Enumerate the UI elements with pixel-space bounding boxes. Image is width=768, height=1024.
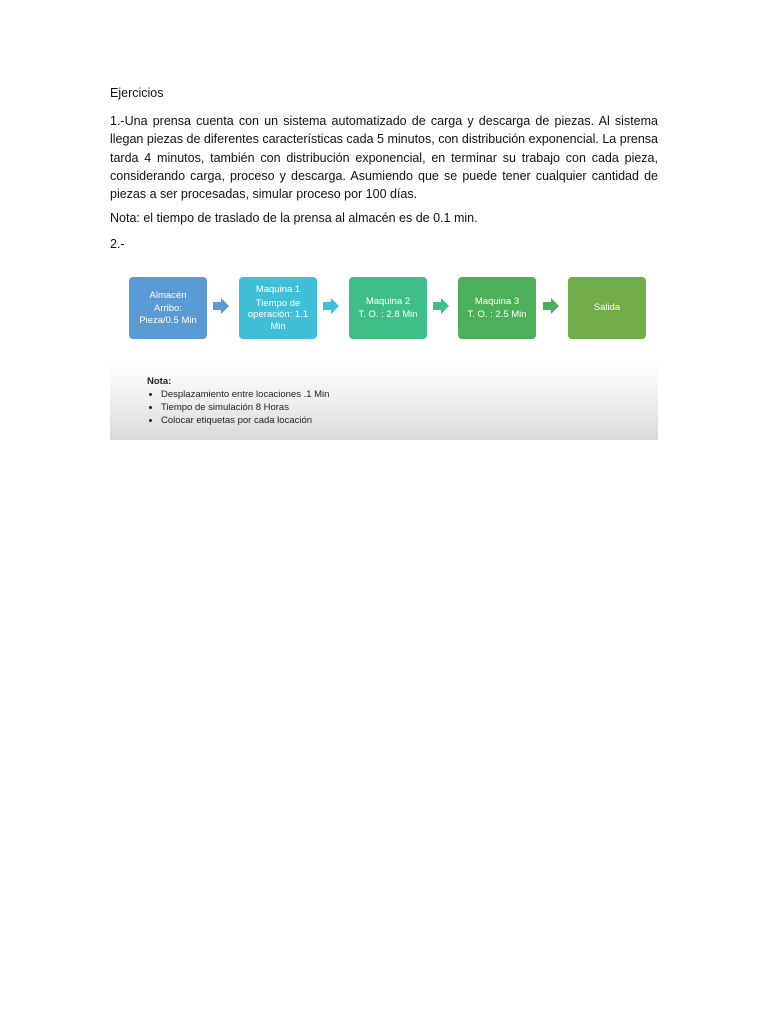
process-diagram — [110, 268, 658, 440]
document-page — [110, 86, 658, 263]
note-title: Nota: — [147, 376, 172, 387]
arrow-right-icon — [213, 298, 229, 314]
paragraph-line: pieza, considerando carga, proceso y descarga. Asumiendo que se puede tener cualquier — [110, 150, 658, 183]
node-text: T. O. : 2.5 Min — [467, 309, 527, 320]
node-text: Pieza/0.5 Min — [139, 314, 197, 326]
node-text: Min — [270, 320, 286, 332]
node-title: Maquina 2 — [365, 295, 411, 307]
paragraph-line: llegan piezas de diferentes características cada 5 minutos, con distribución exponencial. La — [110, 132, 617, 147]
process-flow — [110, 268, 658, 358]
arrow-right-icon — [433, 298, 449, 314]
node-salida — [568, 277, 646, 339]
exercise-2-label: 2.- — [110, 237, 125, 252]
node-maquina-2 — [349, 277, 427, 339]
node-text: T. O. : 2.8 Min — [358, 309, 418, 320]
section-heading: Ejercicios — [110, 86, 164, 100]
list-item: • Colocar etiquetas por cada locación — [161, 414, 329, 427]
note-list — [147, 388, 329, 427]
paragraph-line: cantidad de piezas a ser procesadas, simular proceso por 100 días. — [110, 168, 658, 202]
node-maquina-3 — [458, 277, 536, 339]
node-text: Arribo: — [154, 303, 182, 315]
exercise-1-paragraph — [110, 112, 658, 203]
paragraph-line: prensa tarda 4 minutos, también con distribución exponencial, en terminar su trabajo con cada — [110, 132, 658, 165]
diagram-note — [110, 362, 658, 440]
node-almacen — [129, 277, 207, 339]
paragraph-line: 1.-Una prensa cuenta con un sistema automatizado de carga y descarga de piezas. Al sistema — [110, 114, 658, 128]
arrow-right-icon — [543, 298, 559, 314]
node-text: Tiempo de — [255, 297, 301, 309]
list-item: • Desplazamiento entre locaciones .1 Min — [161, 388, 329, 401]
exercise-1-note: Nota: el tiempo de traslado de la prensa al almacén es de 0.1 min. — [110, 211, 478, 226]
node-maquina-1 — [239, 277, 317, 339]
node-title: Salida — [593, 302, 621, 314]
node-text: operación: 1.1 — [247, 309, 309, 320]
arrow-right-icon — [323, 298, 339, 314]
node-title: Maquina 1 — [255, 284, 301, 295]
list-item: • Tiempo de simulación 8 Horas — [161, 401, 329, 414]
node-title: Almacén — [149, 289, 187, 301]
node-title: Maquina 3 — [474, 295, 520, 307]
